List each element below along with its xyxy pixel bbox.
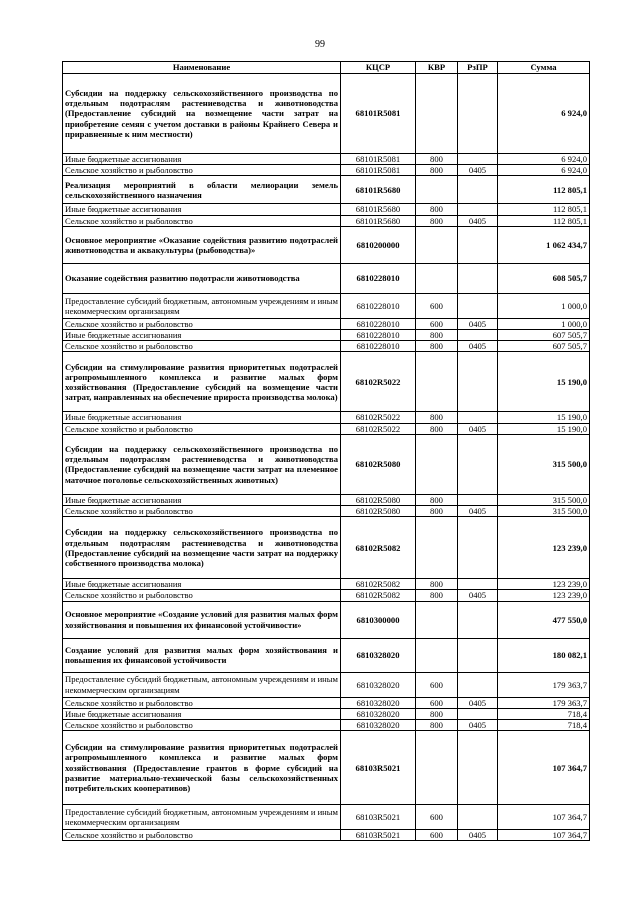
table-row (63, 638, 590, 672)
row-sum: 315 500,0 (498, 506, 590, 517)
row-kvr: 800 (416, 330, 458, 341)
table-row (63, 204, 590, 215)
table-row (63, 226, 590, 263)
row-kcsr: 68101R5680 (341, 176, 416, 204)
row-kcsr: 68102R5022 (341, 412, 416, 423)
row-sum: 180 082,1 (498, 638, 590, 672)
row-sum: 123 239,0 (498, 590, 590, 601)
row-kvr: 800 (416, 590, 458, 601)
row-rzpr (458, 708, 498, 719)
row-kvr (416, 731, 458, 805)
row-kvr: 800 (416, 708, 458, 719)
row-sum: 112 805,1 (498, 204, 590, 215)
header-kcsr: КЦСР (341, 62, 416, 74)
header-rzpr: РзПР (458, 62, 498, 74)
row-rzpr: 0405 (458, 215, 498, 226)
row-kcsr: 68101R5081 (341, 165, 416, 176)
row-sum: 315 500,0 (498, 494, 590, 505)
row-kcsr: 68102R5022 (341, 423, 416, 434)
row-kvr: 800 (416, 720, 458, 731)
row-sum: 1 000,0 (498, 293, 590, 318)
row-rzpr (458, 579, 498, 590)
row-name: Иные бюджетные ассигнования (63, 494, 341, 505)
row-kvr: 800 (416, 506, 458, 517)
table-row (63, 579, 590, 590)
row-kcsr: 68103R5021 (341, 830, 416, 841)
row-sum: 6 924,0 (498, 154, 590, 165)
row-kvr: 600 (416, 697, 458, 708)
table-body (63, 74, 590, 841)
table-row (63, 165, 590, 176)
row-name: Субсидии на поддержку сельскохозяйственного производства по отдельным подотраслям растениеводства и животноводства (Предоставление субсидий на возмещение части затрат на племенное маточное поголовье сельскохозяйственных животных) (63, 434, 341, 494)
row-rzpr (458, 204, 498, 215)
row-kcsr: 6810328020 (341, 697, 416, 708)
row-sum: 6 924,0 (498, 165, 590, 176)
row-kvr: 800 (416, 215, 458, 226)
table-row (63, 708, 590, 719)
row-kcsr: 68103R5021 (341, 805, 416, 830)
row-kvr (416, 176, 458, 204)
row-name: Иные бюджетные ассигнования (63, 154, 341, 165)
row-rzpr: 0405 (458, 423, 498, 434)
row-kcsr: 6810228010 (341, 318, 416, 329)
header-name: Наименование (63, 62, 341, 74)
row-rzpr (458, 352, 498, 412)
row-name: Сельское хозяйство и рыболовство (63, 165, 341, 176)
table-row (63, 263, 590, 293)
row-name: Сельское хозяйство и рыболовство (63, 697, 341, 708)
row-sum: 107 364,7 (498, 830, 590, 841)
row-sum: 1 062 434,7 (498, 226, 590, 263)
row-kcsr: 68101R5081 (341, 154, 416, 165)
row-sum: 607 505,7 (498, 341, 590, 352)
row-rzpr (458, 805, 498, 830)
row-rzpr: 0405 (458, 590, 498, 601)
table-row (63, 601, 590, 638)
row-name: Иные бюджетные ассигнования (63, 708, 341, 719)
row-rzpr (458, 517, 498, 579)
row-kvr (416, 263, 458, 293)
row-name: Сельское хозяйство и рыболовство (63, 506, 341, 517)
row-kvr (416, 352, 458, 412)
row-kcsr: 68102R5080 (341, 494, 416, 505)
row-rzpr (458, 330, 498, 341)
row-kvr: 800 (416, 154, 458, 165)
row-kcsr: 68103R5021 (341, 731, 416, 805)
row-name: Сельское хозяйство и рыболовство (63, 830, 341, 841)
row-name: Основное мероприятие «Создание условий для развития малых форм хозяйствования и повышения их финансовой устойчивости» (63, 601, 341, 638)
row-sum: 718,4 (498, 708, 590, 719)
row-sum: 607 505,7 (498, 330, 590, 341)
row-sum: 15 190,0 (498, 352, 590, 412)
row-kvr: 800 (416, 341, 458, 352)
row-kvr: 600 (416, 830, 458, 841)
row-kvr (416, 517, 458, 579)
header-sum: Сумма (498, 62, 590, 74)
row-rzpr (458, 74, 498, 154)
table-row (63, 494, 590, 505)
row-kcsr: 6810328020 (341, 708, 416, 719)
row-rzpr (458, 226, 498, 263)
row-name: Предоставление субсидий бюджетным, автономным учреждениям и иным некоммерческим организациям (63, 672, 341, 697)
row-kvr: 800 (416, 204, 458, 215)
row-sum: 112 805,1 (498, 215, 590, 226)
row-name: Иные бюджетные ассигнования (63, 330, 341, 341)
row-kcsr: 68102R5082 (341, 590, 416, 601)
table-row (63, 341, 590, 352)
row-rzpr (458, 434, 498, 494)
row-rzpr (458, 672, 498, 697)
row-kvr: 600 (416, 318, 458, 329)
row-name: Оказание содействия развитию подотрасли животноводства (63, 263, 341, 293)
row-sum: 15 190,0 (498, 412, 590, 423)
row-kcsr: 6810328020 (341, 638, 416, 672)
row-kvr (416, 434, 458, 494)
row-name: Субсидии на поддержку сельскохозяйственного производства по отдельным подотраслям растениеводства и животноводства (Предоставление субсидий на возмещение части затрат на поддержку собственного производства молока) (63, 517, 341, 579)
row-kcsr: 6810228010 (341, 341, 416, 352)
row-kcsr: 6810228010 (341, 330, 416, 341)
budget-table (62, 61, 590, 841)
table-row (63, 590, 590, 601)
row-kcsr: 6810228010 (341, 293, 416, 318)
row-kvr: 800 (416, 579, 458, 590)
row-rzpr (458, 638, 498, 672)
table-row (63, 517, 590, 579)
row-sum: 608 505,7 (498, 263, 590, 293)
row-name: Сельское хозяйство и рыболовство (63, 318, 341, 329)
row-sum: 477 550,0 (498, 601, 590, 638)
table-row (63, 176, 590, 204)
row-sum: 315 500,0 (498, 434, 590, 494)
row-name: Предоставление субсидий бюджетным, автономным учреждениям и иным некоммерческим организациям (63, 805, 341, 830)
row-name: Сельское хозяйство и рыболовство (63, 720, 341, 731)
table-row (63, 720, 590, 731)
table-row (63, 318, 590, 329)
row-name: Иные бюджетные ассигнования (63, 412, 341, 423)
row-rzpr: 0405 (458, 341, 498, 352)
row-kvr: 800 (416, 423, 458, 434)
row-kvr (416, 601, 458, 638)
row-kcsr: 68102R5022 (341, 352, 416, 412)
row-rzpr: 0405 (458, 165, 498, 176)
row-kcsr: 68102R5080 (341, 434, 416, 494)
table-row (63, 697, 590, 708)
row-kvr: 600 (416, 293, 458, 318)
row-kvr (416, 74, 458, 154)
row-name: Сельское хозяйство и рыболовство (63, 590, 341, 601)
row-kcsr: 6810328020 (341, 672, 416, 697)
page-number: 99 (315, 39, 325, 50)
row-rzpr (458, 601, 498, 638)
table-row (63, 423, 590, 434)
table-row (63, 293, 590, 318)
row-kvr: 800 (416, 165, 458, 176)
row-name: Создание условий для развития малых форм хозяйствования и повышения их финансовой устойчивости (63, 638, 341, 672)
row-name: Реализация мероприятий в области мелиорации земель сельскохозяйственного назначения (63, 176, 341, 204)
row-sum: 179 363,7 (498, 697, 590, 708)
row-kvr: 800 (416, 412, 458, 423)
row-rzpr: 0405 (458, 506, 498, 517)
row-kcsr: 68102R5080 (341, 506, 416, 517)
table-row (63, 830, 590, 841)
row-name: Субсидии на поддержку сельскохозяйственного производства по отдельным подотраслям растениеводства и животноводства (Предоставление субсидий на возмещение части затрат на приобретение семян с учетом доставки в районы Крайнего Севера и приравненные к ним местности) (63, 74, 341, 154)
row-name: Основное мероприятие «Оказание содействия развитию подотраслей животноводства и аквакультуры (рыбоводства)» (63, 226, 341, 263)
row-kcsr: 6810300000 (341, 601, 416, 638)
row-kcsr: 68101R5680 (341, 215, 416, 226)
row-rzpr: 0405 (458, 697, 498, 708)
row-name: Сельское хозяйство и рыболовство (63, 423, 341, 434)
table-row (63, 215, 590, 226)
row-kvr: 800 (416, 494, 458, 505)
table-row (63, 412, 590, 423)
row-name: Иные бюджетные ассигнования (63, 579, 341, 590)
table-row (63, 352, 590, 412)
row-sum: 15 190,0 (498, 423, 590, 434)
header-kvr: КВР (416, 62, 458, 74)
row-kcsr: 6810328020 (341, 720, 416, 731)
row-kvr: 600 (416, 672, 458, 697)
row-sum: 718,4 (498, 720, 590, 731)
row-rzpr (458, 494, 498, 505)
row-rzpr: 0405 (458, 830, 498, 841)
table-header-row (63, 62, 590, 74)
row-rzpr (458, 293, 498, 318)
row-kvr: 600 (416, 805, 458, 830)
row-name: Субсидии на стимулирование развития приоритетных подотраслей агропромышленного комплекса и развитие малых форм хозяйствования (Предоставление грантов в форме субсидий на развитие материально-технической базы сельскохозяйственных потребительских кооперативов) (63, 731, 341, 805)
table-row (63, 330, 590, 341)
table-row (63, 506, 590, 517)
row-sum: 179 363,7 (498, 672, 590, 697)
row-kvr (416, 226, 458, 263)
row-name: Сельское хозяйство и рыболовство (63, 215, 341, 226)
row-rzpr (458, 154, 498, 165)
table-row (63, 74, 590, 154)
row-kcsr: 6810200000 (341, 226, 416, 263)
row-rzpr (458, 412, 498, 423)
row-kcsr: 68102R5082 (341, 579, 416, 590)
row-name: Субсидии на стимулирование развития приоритетных подотраслей агропромышленного комплекса и развитие малых форм хозяйствования (Предоставление субсидий на возмещение части затрат, направленных на обеспечение прироста производства молока) (63, 352, 341, 412)
row-rzpr (458, 731, 498, 805)
table-row (63, 672, 590, 697)
row-sum: 112 805,1 (498, 176, 590, 204)
row-sum: 107 364,7 (498, 805, 590, 830)
row-rzpr: 0405 (458, 720, 498, 731)
row-rzpr (458, 176, 498, 204)
row-rzpr (458, 263, 498, 293)
row-sum: 6 924,0 (498, 74, 590, 154)
row-kcsr: 68102R5082 (341, 517, 416, 579)
row-kcsr: 68101R5680 (341, 204, 416, 215)
row-sum: 123 239,0 (498, 579, 590, 590)
row-name: Предоставление субсидий бюджетным, автономным учреждениям и иным некоммерческим организациям (63, 293, 341, 318)
table-row (63, 154, 590, 165)
row-kcsr: 68101R5081 (341, 74, 416, 154)
row-rzpr: 0405 (458, 318, 498, 329)
table-row (63, 434, 590, 494)
row-kvr (416, 638, 458, 672)
row-sum: 1 000,0 (498, 318, 590, 329)
row-name: Иные бюджетные ассигнования (63, 204, 341, 215)
row-name: Сельское хозяйство и рыболовство (63, 341, 341, 352)
row-sum: 107 364,7 (498, 731, 590, 805)
table-row (63, 731, 590, 805)
row-sum: 123 239,0 (498, 517, 590, 579)
row-kcsr: 6810228010 (341, 263, 416, 293)
table-row (63, 805, 590, 830)
